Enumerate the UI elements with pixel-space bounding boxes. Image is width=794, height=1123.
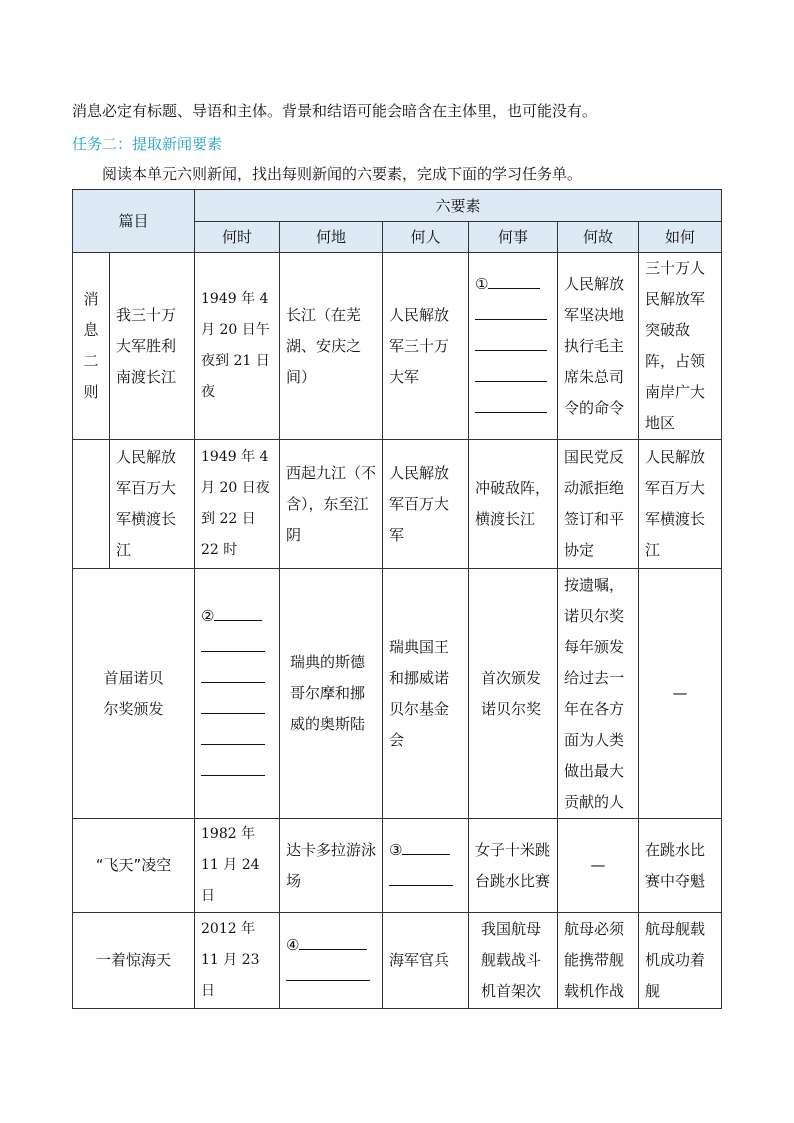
cell-what: 我国航母舰载战斗机首架次	[469, 913, 558, 1009]
row-title: “飞天”凌空	[73, 819, 195, 913]
cell-who: 海军官兵	[383, 913, 469, 1009]
answer-blank	[488, 272, 540, 289]
header-when: 何时	[195, 222, 280, 253]
cell-how: 航母舰载机成功着舰	[639, 913, 722, 1009]
header-why: 何故	[558, 222, 639, 253]
row-title: 我三十万大军胜利南渡长江	[110, 253, 195, 440]
answer-blank	[201, 635, 265, 652]
section-heading: 任务二：提取新闻要素	[72, 135, 223, 153]
cell-what: 冲破敌阵，横渡长江	[469, 440, 558, 569]
cell-how: 在跳水比赛中夺魁	[639, 819, 722, 913]
answer-blank	[475, 303, 547, 320]
blank-number: ④	[286, 935, 300, 954]
answer-blank	[475, 334, 547, 351]
answer-blank	[214, 604, 262, 621]
row-title: 一着惊海天	[73, 913, 195, 1009]
answer-blank	[201, 759, 265, 776]
cell-where: 瑞典的斯德哥尔摩和挪威的奥斯陆	[280, 569, 383, 819]
cell-who: 人民解放军三十万大军	[383, 253, 469, 440]
instruction-paragraph: 阅读本单元六则新闻，找出每则新闻的六要素，完成下面的学习任务单。	[102, 165, 583, 183]
answer-blank	[201, 666, 265, 683]
blank-number: ②	[201, 606, 215, 625]
cell-what: 首次颁发诺贝尔奖	[469, 569, 558, 819]
intro-paragraph: 消息必定有标题、导语和主体。背景和结语可能会暗含在主体里，也可能没有。	[72, 102, 598, 120]
table-row	[73, 819, 722, 913]
cell-where	[280, 913, 383, 1009]
answer-blank	[402, 838, 450, 855]
cell-when: 1949 年 4 月 20 日夜到 22 日 22 时	[195, 440, 280, 569]
cell-why: 人民解放军坚决地执行毛主席朱总司令的命令	[558, 253, 639, 440]
answer-blank	[475, 365, 547, 382]
cell-why: 航母必须能携带舰载机作战	[558, 913, 639, 1009]
cell-when: 2012 年 11 月 23 日	[195, 913, 280, 1009]
cell-where: 长江（在芜湖、安庆之间）	[280, 253, 383, 440]
header-where: 何地	[280, 222, 383, 253]
cell-who	[383, 819, 469, 913]
header-what: 何事	[469, 222, 558, 253]
cell-where: 达卡多拉游泳场	[280, 819, 383, 913]
table-row	[73, 440, 722, 569]
header-how: 如何	[639, 222, 722, 253]
group-spacer	[73, 440, 110, 569]
cell-who: 瑞典国王和挪威诺贝尔基金会	[383, 569, 469, 819]
table-row	[73, 913, 722, 1009]
cell-where: 西起九江（不含），东至江阴	[280, 440, 383, 569]
cell-how: —	[639, 569, 722, 819]
cell-who: 人民解放军百万大军	[383, 440, 469, 569]
answer-blank	[475, 396, 547, 413]
cell-when: 1949 年 4 月 20 日午夜到 21 日夜	[195, 253, 280, 440]
cell-why: 国民党反动派拒绝签订和平协定	[558, 440, 639, 569]
answer-blank	[201, 697, 265, 714]
table-row	[73, 569, 722, 819]
header-title: 篇目	[73, 190, 195, 253]
answer-blank	[286, 964, 370, 981]
cell-how: 人民解放军百万大军横渡长江	[639, 440, 722, 569]
cell-what	[469, 253, 558, 440]
row-title: 人民解放军百万大军横渡长江	[110, 440, 195, 569]
header-who: 何人	[383, 222, 469, 253]
cell-when: 1982 年 11 月 24 日	[195, 819, 280, 913]
header-six-elements: 六要素	[195, 190, 722, 222]
answer-blank	[201, 728, 265, 745]
group-label: 消 息 二 则	[73, 253, 110, 440]
answer-blank	[299, 933, 367, 950]
cell-when	[195, 569, 280, 819]
row-title: 首届诺贝尔奖颁发	[73, 569, 195, 819]
blank-number: ①	[475, 274, 489, 293]
cell-how: 三十万人民解放军突破敌阵，占领南岸广大地区	[639, 253, 722, 440]
six-elements-table	[72, 189, 722, 1009]
cell-why: 按遗嘱，诺贝尔奖每年颁发给过去一年在各方面为人类做出最大贡献的人	[558, 569, 639, 819]
blank-number: ③	[389, 840, 403, 859]
cell-why: —	[558, 819, 639, 913]
answer-blank	[389, 869, 453, 886]
table-row	[73, 253, 722, 440]
cell-what: 女子十米跳台跳水比赛	[469, 819, 558, 913]
